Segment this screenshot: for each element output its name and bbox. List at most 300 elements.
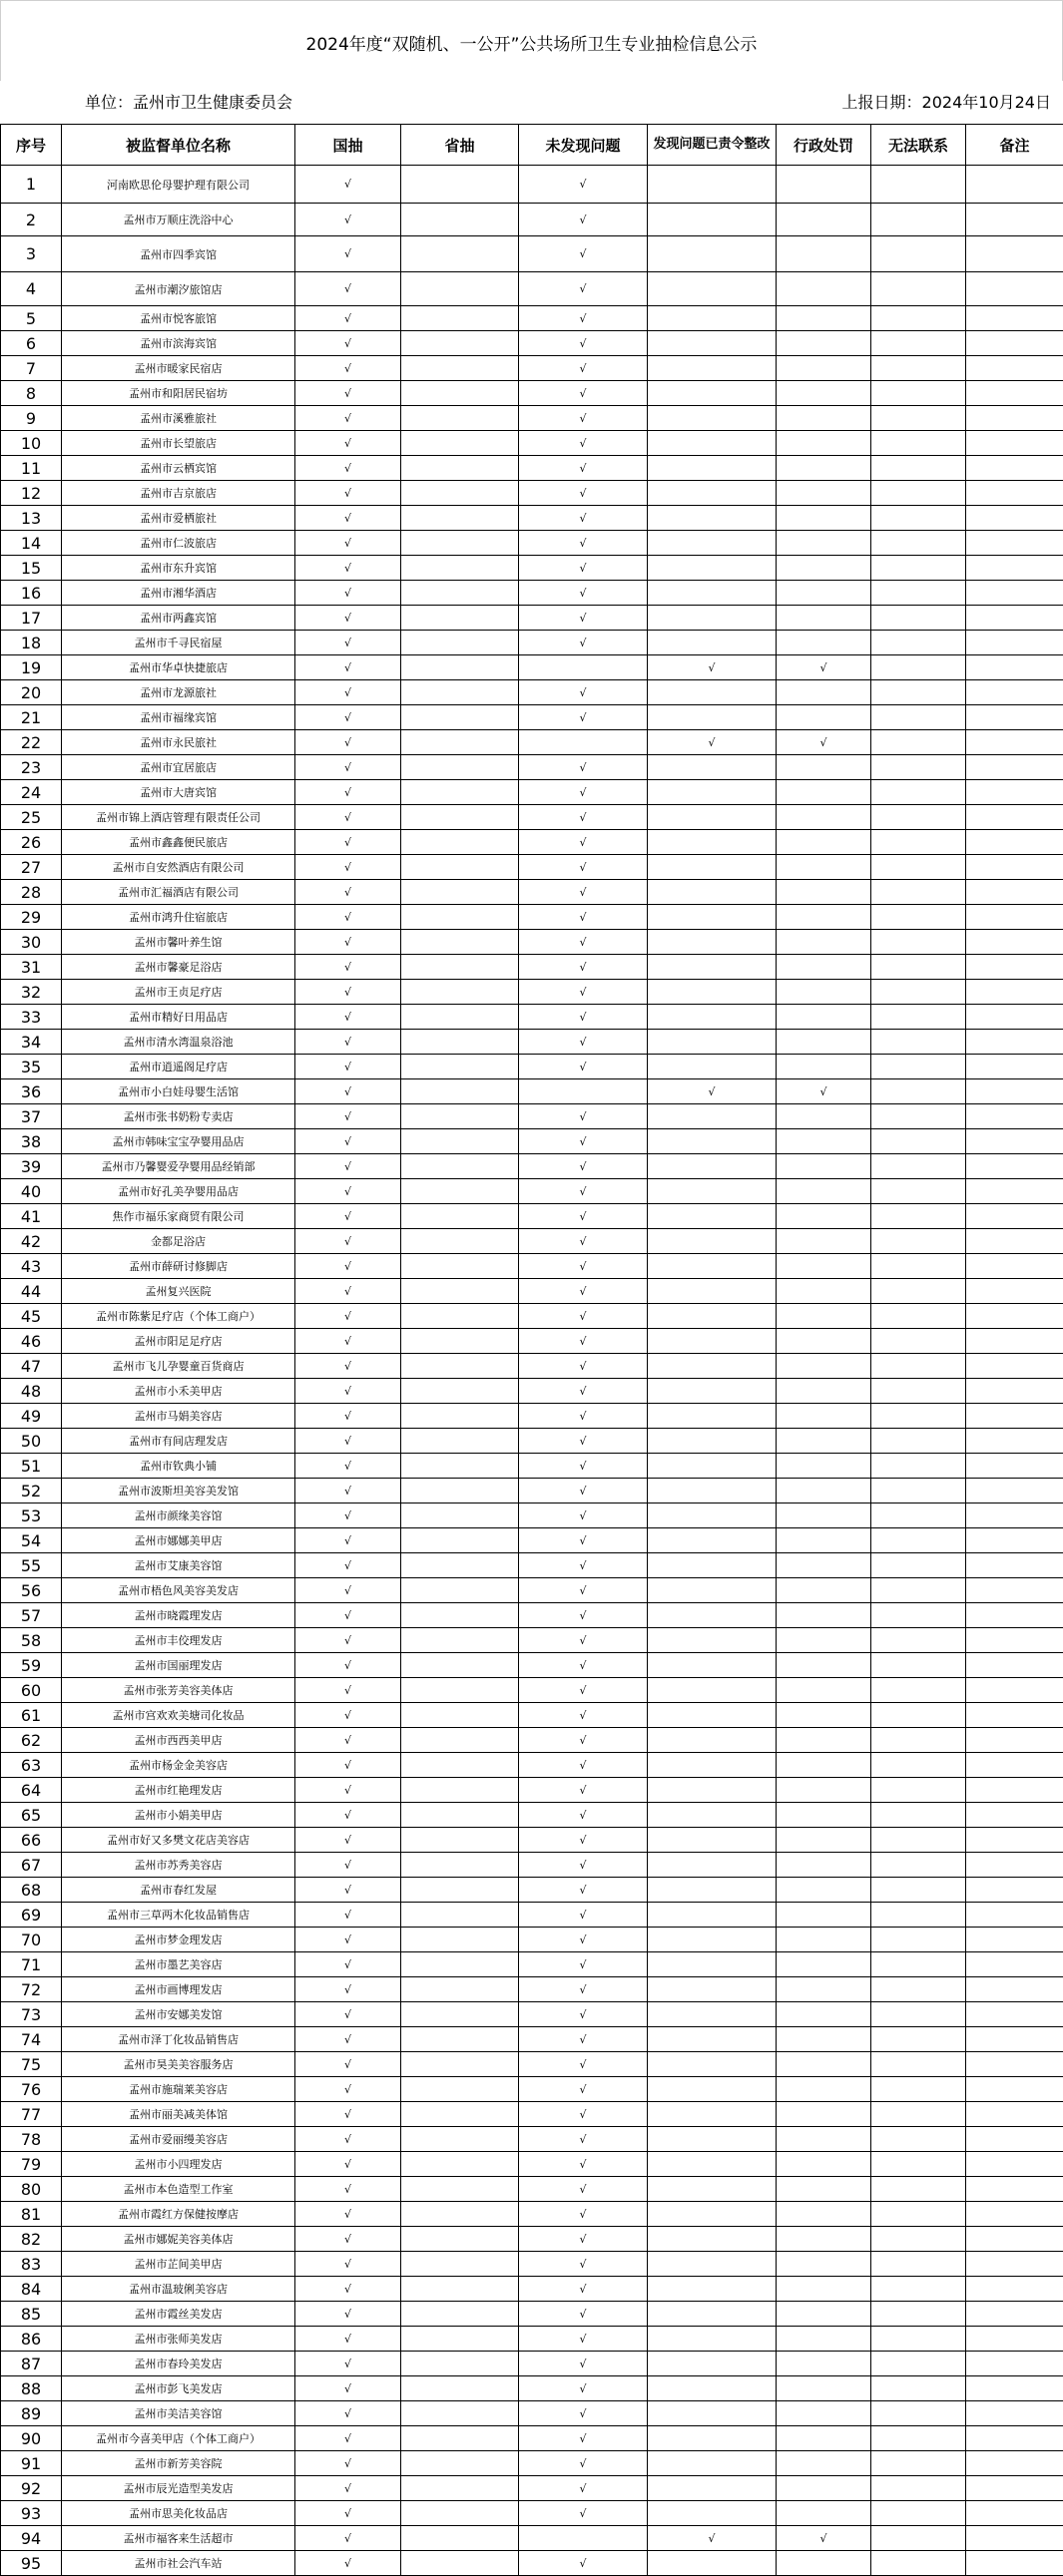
cell-unreachable bbox=[871, 1928, 966, 1952]
cell-national-check: √ bbox=[295, 631, 401, 655]
table-row bbox=[1, 2152, 1063, 2177]
cell-no-problem: √ bbox=[519, 1778, 648, 1803]
cell-unreachable bbox=[871, 680, 966, 705]
cell-unreachable bbox=[871, 2302, 966, 2327]
cell-provincial-check bbox=[401, 1977, 519, 2002]
cell-national-check: √ bbox=[295, 1379, 401, 1404]
cell-no: 33 bbox=[1, 1005, 62, 1030]
cell-no: 22 bbox=[1, 730, 62, 755]
cell-penalty bbox=[777, 1454, 871, 1479]
table-row bbox=[1, 1553, 1063, 1578]
cell-remarks bbox=[966, 1254, 1063, 1279]
cell-national-check: √ bbox=[295, 236, 401, 272]
cell-rectified bbox=[648, 204, 777, 236]
cell-rectified bbox=[648, 930, 777, 955]
cell-remarks bbox=[966, 556, 1063, 581]
cell-no: 48 bbox=[1, 1379, 62, 1404]
cell-no: 8 bbox=[1, 381, 62, 406]
cell-rectified bbox=[648, 2327, 777, 2352]
cell-provincial-check bbox=[401, 2277, 519, 2302]
cell-penalty bbox=[777, 356, 871, 381]
cell-no-problem: √ bbox=[519, 406, 648, 431]
table-row bbox=[1, 2027, 1063, 2052]
cell-penalty bbox=[777, 2302, 871, 2327]
cell-no: 57 bbox=[1, 1603, 62, 1628]
cell-provincial-check bbox=[401, 1030, 519, 1055]
cell-no-problem: √ bbox=[519, 481, 648, 506]
cell-unit-name: 孟州市大唐宾馆 bbox=[62, 780, 295, 805]
cell-provincial-check bbox=[401, 204, 519, 236]
cell-no: 44 bbox=[1, 1279, 62, 1304]
cell-unreachable bbox=[871, 1454, 966, 1479]
cell-penalty bbox=[777, 880, 871, 905]
cell-national-check: √ bbox=[295, 381, 401, 406]
cell-no-problem: √ bbox=[519, 531, 648, 556]
cell-national-check: √ bbox=[295, 880, 401, 905]
cell-rectified bbox=[648, 780, 777, 805]
table-row bbox=[1, 2202, 1063, 2227]
cell-unit-name: 孟州市三草两木化妆品销售店 bbox=[62, 1903, 295, 1928]
cell-unreachable bbox=[871, 236, 966, 272]
cell-penalty bbox=[777, 905, 871, 930]
cell-national-check: √ bbox=[295, 1429, 401, 1454]
cell-no-problem: √ bbox=[519, 1104, 648, 1129]
cell-national-check: √ bbox=[295, 1129, 401, 1154]
table-row bbox=[1, 805, 1063, 830]
cell-no: 11 bbox=[1, 456, 62, 481]
cell-no: 32 bbox=[1, 980, 62, 1005]
cell-penalty bbox=[777, 1005, 871, 1030]
cell-rectified bbox=[648, 1154, 777, 1179]
table-row bbox=[1, 1030, 1063, 1055]
cell-no-problem bbox=[519, 655, 648, 680]
cell-national-check: √ bbox=[295, 2302, 401, 2327]
table-row bbox=[1, 556, 1063, 581]
cell-no: 3 bbox=[1, 236, 62, 272]
cell-unreachable bbox=[871, 730, 966, 755]
cell-national-check: √ bbox=[295, 2077, 401, 2102]
cell-penalty bbox=[777, 830, 871, 855]
cell-penalty bbox=[777, 1878, 871, 1903]
cell-no: 13 bbox=[1, 506, 62, 531]
cell-provincial-check bbox=[401, 955, 519, 980]
cell-no: 77 bbox=[1, 2102, 62, 2127]
cell-rectified bbox=[648, 1678, 777, 1703]
cell-national-check: √ bbox=[295, 1479, 401, 1503]
cell-unit-name: 孟州市爱丽缦美容店 bbox=[62, 2127, 295, 2152]
cell-national-check: √ bbox=[295, 431, 401, 456]
cell-remarks bbox=[966, 1578, 1063, 1603]
cell-rectified: √ bbox=[648, 730, 777, 755]
cell-provincial-check bbox=[401, 406, 519, 431]
cell-unreachable bbox=[871, 1404, 966, 1429]
cell-rectified bbox=[648, 2426, 777, 2451]
cell-penalty bbox=[777, 481, 871, 506]
cell-unit-name: 孟州市东升宾馆 bbox=[62, 556, 295, 581]
cell-national-check: √ bbox=[295, 1703, 401, 1728]
table-row bbox=[1, 581, 1063, 606]
cell-unit-name: 孟州市宫欢欢美塘司化妆品 bbox=[62, 1703, 295, 1728]
cell-rectified bbox=[648, 680, 777, 705]
cell-no: 71 bbox=[1, 1952, 62, 1977]
cell-no: 49 bbox=[1, 1404, 62, 1429]
cell-provincial-check bbox=[401, 1678, 519, 1703]
cell-no-problem: √ bbox=[519, 880, 648, 905]
cell-unit-name: 孟州市有间店理发店 bbox=[62, 1429, 295, 1454]
cell-penalty bbox=[777, 531, 871, 556]
cell-penalty bbox=[777, 1503, 871, 1528]
table-row bbox=[1, 1454, 1063, 1479]
cell-rectified bbox=[648, 306, 777, 331]
cell-national-check: √ bbox=[295, 331, 401, 356]
table-row bbox=[1, 1952, 1063, 1977]
cell-rectified bbox=[648, 606, 777, 631]
cell-no: 87 bbox=[1, 2352, 62, 2376]
cell-national-check: √ bbox=[295, 980, 401, 1005]
cell-national-check: √ bbox=[295, 2002, 401, 2027]
cell-unit-name: 孟州市馨豪足浴店 bbox=[62, 955, 295, 980]
cell-national-check: √ bbox=[295, 556, 401, 581]
cell-no: 12 bbox=[1, 481, 62, 506]
cell-no: 74 bbox=[1, 2027, 62, 2052]
cell-remarks bbox=[966, 1952, 1063, 1977]
cell-national-check: √ bbox=[295, 506, 401, 531]
cell-no: 85 bbox=[1, 2302, 62, 2327]
cell-unit-name: 孟州市昊美美容服务店 bbox=[62, 2052, 295, 2077]
cell-penalty bbox=[777, 1928, 871, 1952]
cell-unit-name: 孟州市陈紫足疗店（个体工商户） bbox=[62, 1304, 295, 1329]
cell-unit-name: 孟州市西西美甲店 bbox=[62, 1728, 295, 1753]
cell-penalty bbox=[777, 1653, 871, 1678]
cell-provincial-check bbox=[401, 930, 519, 955]
cell-rectified bbox=[648, 2501, 777, 2526]
cell-provincial-check bbox=[401, 1703, 519, 1728]
cell-penalty bbox=[777, 2002, 871, 2027]
table-row bbox=[1, 2451, 1063, 2476]
cell-national-check: √ bbox=[295, 1304, 401, 1329]
cell-remarks bbox=[966, 1703, 1063, 1728]
cell-no-problem: √ bbox=[519, 1304, 648, 1329]
cell-penalty bbox=[777, 1254, 871, 1279]
inspection-table bbox=[0, 124, 1063, 2576]
cell-provincial-check bbox=[401, 655, 519, 680]
cell-unreachable bbox=[871, 481, 966, 506]
cell-unit-name: 孟州市苏秀美容店 bbox=[62, 1853, 295, 1878]
cell-national-check: √ bbox=[295, 2327, 401, 2352]
cell-national-check: √ bbox=[295, 1728, 401, 1753]
cell-no-problem: √ bbox=[519, 166, 648, 204]
cell-penalty bbox=[777, 705, 871, 730]
table-row bbox=[1, 1753, 1063, 1778]
cell-rectified bbox=[648, 481, 777, 506]
cell-remarks bbox=[966, 1928, 1063, 1952]
cell-national-check: √ bbox=[295, 2551, 401, 2576]
cell-provincial-check bbox=[401, 1354, 519, 1379]
cell-unit-name: 孟州市汇福酒店有限公司 bbox=[62, 880, 295, 905]
cell-unit-name: 孟州市钦典小铺 bbox=[62, 1454, 295, 1479]
cell-no-problem: √ bbox=[519, 1154, 648, 1179]
page-title: 2024年度“双随机、一公开”公共场所卫生专业抽检信息公示 bbox=[0, 30, 1063, 55]
cell-penalty bbox=[777, 1055, 871, 1079]
cell-no: 15 bbox=[1, 556, 62, 581]
cell-rectified bbox=[648, 1578, 777, 1603]
cell-no: 56 bbox=[1, 1578, 62, 1603]
cell-rectified bbox=[648, 1753, 777, 1778]
cell-unreachable bbox=[871, 1329, 966, 1354]
cell-unreachable bbox=[871, 1703, 966, 1728]
cell-no: 73 bbox=[1, 2002, 62, 2027]
cell-no: 88 bbox=[1, 2376, 62, 2401]
table-row bbox=[1, 1079, 1063, 1104]
cell-rectified bbox=[648, 2451, 777, 2476]
cell-penalty bbox=[777, 2426, 871, 2451]
cell-remarks bbox=[966, 1678, 1063, 1703]
table-row bbox=[1, 1977, 1063, 2002]
cell-unit-name: 孟州市温玻俐美容店 bbox=[62, 2277, 295, 2302]
cell-provincial-check bbox=[401, 2426, 519, 2451]
cell-remarks bbox=[966, 1903, 1063, 1928]
cell-no: 65 bbox=[1, 1803, 62, 1828]
cell-rectified bbox=[648, 2401, 777, 2426]
cell-no: 82 bbox=[1, 2227, 62, 2252]
cell-penalty: √ bbox=[777, 655, 871, 680]
cell-penalty bbox=[777, 2327, 871, 2352]
col-header-provincial: 省抽 bbox=[401, 125, 519, 166]
cell-rectified bbox=[648, 1803, 777, 1828]
cell-remarks bbox=[966, 855, 1063, 880]
cell-provincial-check bbox=[401, 1454, 519, 1479]
cell-unreachable bbox=[871, 1304, 966, 1329]
cell-national-check: √ bbox=[295, 1678, 401, 1703]
cell-penalty bbox=[777, 1329, 871, 1354]
table-row bbox=[1, 1603, 1063, 1628]
cell-unreachable bbox=[871, 2501, 966, 2526]
cell-remarks bbox=[966, 2002, 1063, 2027]
cell-remarks bbox=[966, 1304, 1063, 1329]
cell-unit-name: 孟州市晓霞理发店 bbox=[62, 1603, 295, 1628]
cell-rectified bbox=[648, 272, 777, 306]
cell-unreachable bbox=[871, 406, 966, 431]
cell-provincial-check bbox=[401, 2551, 519, 2576]
cell-provincial-check bbox=[401, 2202, 519, 2227]
cell-no-problem: √ bbox=[519, 272, 648, 306]
cell-penalty bbox=[777, 1528, 871, 1553]
cell-unit-name: 孟州市鸿升住宿旅店 bbox=[62, 905, 295, 930]
cell-unreachable bbox=[871, 2277, 966, 2302]
cell-remarks bbox=[966, 2252, 1063, 2277]
cell-national-check: √ bbox=[295, 1279, 401, 1304]
cell-remarks bbox=[966, 356, 1063, 381]
table-row bbox=[1, 1204, 1063, 1229]
reporting-unit: 单位：孟州市卫生健康委员会 bbox=[85, 83, 292, 123]
cell-rectified bbox=[648, 1304, 777, 1329]
cell-penalty bbox=[777, 506, 871, 531]
cell-remarks bbox=[966, 680, 1063, 705]
cell-no-problem: √ bbox=[519, 930, 648, 955]
table-row bbox=[1, 2501, 1063, 2526]
cell-penalty bbox=[777, 1728, 871, 1753]
cell-no-problem: √ bbox=[519, 1279, 648, 1304]
cell-rectified bbox=[648, 236, 777, 272]
cell-unit-name: 孟州市春玲美发店 bbox=[62, 2352, 295, 2376]
cell-provincial-check bbox=[401, 1528, 519, 1553]
cell-remarks bbox=[966, 905, 1063, 930]
cell-national-check: √ bbox=[295, 531, 401, 556]
cell-unit-name: 孟州市好又多樊文花店美容店 bbox=[62, 1828, 295, 1853]
cell-unreachable bbox=[871, 830, 966, 855]
cell-unit-name: 孟州市今喜美甲店（个体工商户） bbox=[62, 2426, 295, 2451]
cell-no: 30 bbox=[1, 930, 62, 955]
cell-rectified bbox=[648, 1653, 777, 1678]
cell-rectified bbox=[648, 631, 777, 655]
cell-rectified bbox=[648, 1005, 777, 1030]
cell-penalty bbox=[777, 1753, 871, 1778]
cell-national-check: √ bbox=[295, 1229, 401, 1254]
cell-remarks bbox=[966, 2227, 1063, 2252]
cell-unreachable bbox=[871, 204, 966, 236]
cell-no-problem: √ bbox=[519, 1055, 648, 1079]
table-row bbox=[1, 606, 1063, 631]
cell-unit-name: 孟州市薛研讨修脚店 bbox=[62, 1254, 295, 1279]
table-row bbox=[1, 531, 1063, 556]
cell-rectified: √ bbox=[648, 655, 777, 680]
cell-national-check: √ bbox=[295, 1154, 401, 1179]
cell-remarks bbox=[966, 980, 1063, 1005]
cell-no: 55 bbox=[1, 1553, 62, 1578]
cell-unit-name: 孟州市艾康美容馆 bbox=[62, 1553, 295, 1578]
cell-no: 92 bbox=[1, 2476, 62, 2501]
cell-no: 75 bbox=[1, 2052, 62, 2077]
cell-provincial-check bbox=[401, 2352, 519, 2376]
table-row bbox=[1, 1703, 1063, 1728]
cell-penalty bbox=[777, 2501, 871, 2526]
cell-unit-name: 孟州市丰佼理发店 bbox=[62, 1628, 295, 1653]
cell-penalty bbox=[777, 2451, 871, 2476]
cell-penalty bbox=[777, 2277, 871, 2302]
cell-unit-name: 孟州市湘华酒店 bbox=[62, 581, 295, 606]
cell-rectified bbox=[648, 2376, 777, 2401]
cell-no-problem: √ bbox=[519, 2177, 648, 2202]
cell-remarks bbox=[966, 481, 1063, 506]
cell-provincial-check bbox=[401, 830, 519, 855]
cell-no-problem: √ bbox=[519, 2376, 648, 2401]
cell-no-problem: √ bbox=[519, 581, 648, 606]
cell-unit-name: 孟州市悦客旅馆 bbox=[62, 306, 295, 331]
cell-unit-name: 孟州市精好日用品店 bbox=[62, 1005, 295, 1030]
cell-provincial-check bbox=[401, 1005, 519, 1030]
cell-provincial-check bbox=[401, 306, 519, 331]
cell-provincial-check bbox=[401, 1553, 519, 1578]
cell-national-check: √ bbox=[295, 1404, 401, 1429]
cell-penalty bbox=[777, 680, 871, 705]
cell-penalty bbox=[777, 2376, 871, 2401]
cell-remarks bbox=[966, 2376, 1063, 2401]
cell-remarks bbox=[966, 506, 1063, 531]
cell-unreachable bbox=[871, 2252, 966, 2277]
cell-unit-name: 孟州市阳足足疗店 bbox=[62, 1329, 295, 1354]
cell-unit-name: 孟州市锦上酒店管理有限责任公司 bbox=[62, 805, 295, 830]
cell-unreachable bbox=[871, 1503, 966, 1528]
cell-unit-name: 孟州市好孔美孕婴用品店 bbox=[62, 1179, 295, 1204]
cell-unit-name: 孟州市滨海宾馆 bbox=[62, 331, 295, 356]
cell-rectified bbox=[648, 531, 777, 556]
cell-national-check: √ bbox=[295, 1528, 401, 1553]
table-row bbox=[1, 381, 1063, 406]
cell-provincial-check bbox=[401, 2476, 519, 2501]
cell-unreachable bbox=[871, 631, 966, 655]
cell-no-problem: √ bbox=[519, 1254, 648, 1279]
cell-no: 21 bbox=[1, 705, 62, 730]
cell-no-problem: √ bbox=[519, 2327, 648, 2352]
table-row bbox=[1, 2277, 1063, 2302]
cell-provincial-check bbox=[401, 2102, 519, 2127]
cell-unreachable bbox=[871, 2376, 966, 2401]
cell-no: 64 bbox=[1, 1778, 62, 1803]
cell-rectified bbox=[648, 1055, 777, 1079]
cell-penalty bbox=[777, 1229, 871, 1254]
cell-unit-name: 孟州市辰光造型美发店 bbox=[62, 2476, 295, 2501]
col-header-remarks: 备注 bbox=[966, 125, 1063, 166]
cell-provincial-check bbox=[401, 2227, 519, 2252]
cell-national-check: √ bbox=[295, 356, 401, 381]
cell-unit-name: 孟州市逍遥阁足疗店 bbox=[62, 1055, 295, 1079]
cell-remarks bbox=[966, 1104, 1063, 1129]
cell-unit-name: 孟州市韩味宝宝孕婴用品店 bbox=[62, 1129, 295, 1154]
cell-no-problem: √ bbox=[519, 805, 648, 830]
cell-penalty bbox=[777, 1479, 871, 1503]
cell-national-check: √ bbox=[295, 2352, 401, 2376]
cell-provincial-check bbox=[401, 680, 519, 705]
cell-remarks bbox=[966, 2127, 1063, 2152]
cell-unreachable bbox=[871, 2401, 966, 2426]
cell-penalty bbox=[777, 272, 871, 306]
cell-national-check: √ bbox=[295, 1977, 401, 2002]
cell-unit-name: 孟州市和阳居民宿坊 bbox=[62, 381, 295, 406]
cell-no: 70 bbox=[1, 1928, 62, 1952]
table-row bbox=[1, 236, 1063, 272]
cell-national-check: √ bbox=[295, 1104, 401, 1129]
cell-unit-name: 孟州市美洁美容馆 bbox=[62, 2401, 295, 2426]
cell-unit-name: 孟州市梧色风美容美发店 bbox=[62, 1578, 295, 1603]
cell-national-check: √ bbox=[295, 755, 401, 780]
cell-national-check: √ bbox=[295, 2451, 401, 2476]
cell-rectified bbox=[648, 1703, 777, 1728]
cell-national-check: √ bbox=[295, 655, 401, 680]
cell-no: 25 bbox=[1, 805, 62, 830]
cell-penalty bbox=[777, 1404, 871, 1429]
cell-penalty bbox=[777, 2202, 871, 2227]
cell-unit-name: 孟州市福客来生活超市 bbox=[62, 2526, 295, 2551]
cell-provincial-check bbox=[401, 2302, 519, 2327]
cell-rectified bbox=[648, 2227, 777, 2252]
cell-remarks bbox=[966, 331, 1063, 356]
cell-rectified bbox=[648, 2302, 777, 2327]
cell-national-check: √ bbox=[295, 930, 401, 955]
cell-remarks bbox=[966, 1005, 1063, 1030]
cell-penalty bbox=[777, 1129, 871, 1154]
cell-no-problem: √ bbox=[519, 631, 648, 655]
cell-penalty bbox=[777, 2551, 871, 2576]
cell-no: 53 bbox=[1, 1503, 62, 1528]
cell-national-check: √ bbox=[295, 1354, 401, 1379]
cell-no-problem: √ bbox=[519, 381, 648, 406]
cell-penalty bbox=[777, 1154, 871, 1179]
cell-remarks bbox=[966, 2476, 1063, 2501]
cell-unit-name: 孟州市霞红方保健按摩店 bbox=[62, 2202, 295, 2227]
cell-no: 72 bbox=[1, 1977, 62, 2002]
cell-no: 59 bbox=[1, 1653, 62, 1678]
cell-rectified bbox=[648, 2551, 777, 2576]
